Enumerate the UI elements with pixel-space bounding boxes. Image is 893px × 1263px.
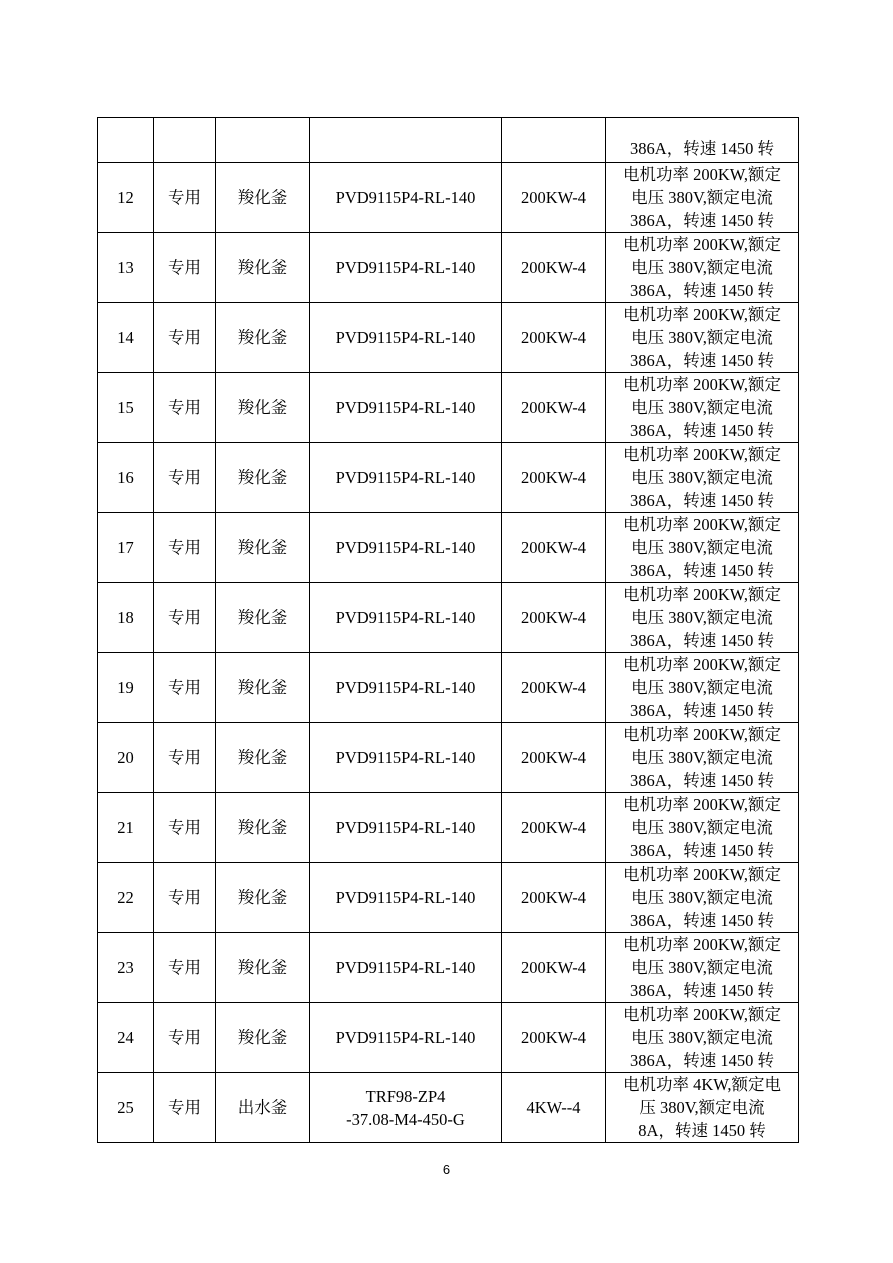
desc-line: 电压 380V,额定电流 — [631, 468, 773, 487]
cell-model — [310, 653, 502, 723]
desc-line: 386A，转速 1450 转 — [630, 561, 774, 580]
cell-name: 羧化釜 — [216, 933, 310, 1003]
desc-line: 386A，转速 1450 转 — [630, 211, 774, 230]
desc-line: 电机功率 200KW,额定 — [623, 445, 781, 464]
cell-no: 15 — [98, 373, 154, 443]
cell-type: 专用 — [154, 1003, 216, 1073]
cell-desc — [606, 443, 799, 513]
table-row — [98, 793, 799, 863]
cell-power: 200KW-4 — [502, 1003, 606, 1073]
table-row-continued — [98, 118, 799, 163]
model-line: PVD9115P4-RL-140 — [335, 958, 476, 977]
desc-line: 386A，转速 1450 转 — [630, 701, 774, 720]
desc-line: 电机功率 200KW,额定 — [623, 375, 781, 394]
cell-desc — [606, 583, 799, 653]
cell-desc — [606, 303, 799, 373]
model-line: PVD9115P4-RL-140 — [335, 258, 476, 277]
table-row — [98, 373, 799, 443]
desc-line: 电压 380V,额定电流 — [631, 818, 773, 837]
cell-name: 羧化釜 — [216, 723, 310, 793]
cell-power: 200KW-4 — [502, 163, 606, 233]
model-line: PVD9115P4-RL-140 — [335, 188, 476, 207]
cell-name: 羧化釜 — [216, 443, 310, 513]
desc-line: 电机功率 200KW,额定 — [623, 935, 781, 954]
desc-line: 电机功率 200KW,额定 — [623, 725, 781, 744]
page-number: 6 — [442, 1162, 451, 1177]
desc-line: 电压 380V,额定电流 — [631, 1028, 773, 1047]
desc-line: 电压 380V,额定电流 — [631, 678, 773, 697]
cell-desc: 386A，转速 1450 转 — [606, 118, 799, 163]
cell-power: 200KW-4 — [502, 233, 606, 303]
cell-model — [310, 933, 502, 1003]
cell-model — [310, 373, 502, 443]
table-row — [98, 163, 799, 233]
cell-no: 19 — [98, 653, 154, 723]
model-line: PVD9115P4-RL-140 — [335, 608, 476, 627]
desc-line: 8A，转速 1450 转 — [638, 1121, 766, 1140]
desc-line: 386A，转速 1450 转 — [630, 281, 774, 300]
cell-no: 14 — [98, 303, 154, 373]
model-line: PVD9115P4-RL-140 — [335, 468, 476, 487]
cell-no: 25 — [98, 1073, 154, 1143]
desc-line: 电压 380V,额定电流 — [631, 538, 773, 557]
desc-line: 电机功率 200KW,额定 — [623, 865, 781, 884]
desc-line: 电压 380V,额定电流 — [631, 188, 773, 207]
cell-power: 200KW-4 — [502, 303, 606, 373]
desc-line: 电压 380V,额定电流 — [631, 258, 773, 277]
cell-no: 23 — [98, 933, 154, 1003]
desc-line: 386A，转速 1450 转 — [630, 351, 774, 370]
desc-line: 电机功率 200KW,额定 — [623, 515, 781, 534]
cell-desc — [606, 653, 799, 723]
cell-model — [310, 1073, 502, 1143]
desc-line: 电压 380V,额定电流 — [631, 608, 773, 627]
table-row — [98, 583, 799, 653]
desc-line: 386A，转速 1450 转 — [630, 981, 774, 1000]
cell-model — [310, 163, 502, 233]
desc-line: 386A，转速 1450 转 — [630, 491, 774, 510]
cell-power: 200KW-4 — [502, 933, 606, 1003]
cell-type: 专用 — [154, 653, 216, 723]
cell-model — [310, 513, 502, 583]
desc-line: 压 380V,额定电流 — [639, 1098, 765, 1117]
cell-desc — [606, 1003, 799, 1073]
table-row — [98, 443, 799, 513]
cell-name: 羧化釜 — [216, 793, 310, 863]
cell-type: 专用 — [154, 373, 216, 443]
model-line: TRF98-ZP4 — [365, 1086, 446, 1106]
cell-type: 专用 — [154, 723, 216, 793]
desc-line: 386A，转速 1450 转 — [630, 631, 774, 650]
cell-type: 专用 — [154, 513, 216, 583]
cell-name: 羧化釜 — [216, 513, 310, 583]
desc-line: 电机功率 200KW,额定 — [623, 305, 781, 324]
cell-type: 专用 — [154, 933, 216, 1003]
cell-type: 专用 — [154, 793, 216, 863]
cell-desc — [606, 863, 799, 933]
table-row — [98, 933, 799, 1003]
model-line: PVD9115P4-RL-140 — [335, 398, 476, 417]
cell-model — [310, 233, 502, 303]
cell-type: 专用 — [154, 863, 216, 933]
model-line: PVD9115P4-RL-140 — [335, 1028, 476, 1047]
cell-power: 200KW-4 — [502, 863, 606, 933]
cell-model — [310, 118, 502, 163]
cell-type: 专用 — [154, 163, 216, 233]
desc-line: 386A，转速 1450 转 — [630, 841, 774, 860]
desc-line: 电机功率 200KW,额定 — [623, 655, 781, 674]
cell-desc — [606, 163, 799, 233]
cell-name — [216, 118, 310, 163]
table-row — [98, 1073, 799, 1143]
cell-no: 21 — [98, 793, 154, 863]
cell-desc — [606, 513, 799, 583]
cell-no: 12 — [98, 163, 154, 233]
cell-no: 17 — [98, 513, 154, 583]
model-line: -37.08-M4-450-G — [346, 1109, 465, 1129]
cell-type: 专用 — [154, 233, 216, 303]
equipment-table — [97, 117, 799, 1143]
desc-line: 386A，转速 1450 转 — [630, 421, 774, 440]
model-line: PVD9115P4-RL-140 — [335, 678, 476, 697]
desc-line: 电机功率 200KW,额定 — [623, 585, 781, 604]
model-line: PVD9115P4-RL-140 — [335, 748, 476, 767]
cell-model — [310, 793, 502, 863]
table-row — [98, 723, 799, 793]
table-body — [98, 118, 799, 1143]
cell-type: 专用 — [154, 583, 216, 653]
desc-line: 电机功率 200KW,额定 — [623, 165, 781, 184]
cell-power: 200KW-4 — [502, 513, 606, 583]
model-line: PVD9115P4-RL-140 — [335, 538, 476, 557]
cell-model — [310, 1003, 502, 1073]
cell-desc — [606, 723, 799, 793]
table-row — [98, 653, 799, 723]
cell-model — [310, 443, 502, 513]
cell-name: 羧化釜 — [216, 583, 310, 653]
cell-desc — [606, 1073, 799, 1143]
cell-power: 200KW-4 — [502, 583, 606, 653]
cell-power: 200KW-4 — [502, 723, 606, 793]
cell-desc — [606, 233, 799, 303]
desc-line: 电压 380V,额定电流 — [631, 958, 773, 977]
desc-line: 电压 380V,额定电流 — [631, 748, 773, 767]
cell-power: 200KW-4 — [502, 793, 606, 863]
desc-line: 电压 380V,额定电流 — [631, 888, 773, 907]
cell-desc — [606, 933, 799, 1003]
model-line: PVD9115P4-RL-140 — [335, 818, 476, 837]
table-row — [98, 863, 799, 933]
model-line: PVD9115P4-RL-140 — [335, 888, 476, 907]
cell-name: 羧化釜 — [216, 373, 310, 443]
desc-line: 386A，转速 1450 转 — [630, 1051, 774, 1070]
table-row — [98, 303, 799, 373]
cell-name: 羧化釜 — [216, 653, 310, 723]
desc-line: 电机功率 200KW,额定 — [623, 235, 781, 254]
table-row — [98, 233, 799, 303]
cell-model — [310, 863, 502, 933]
cell-desc — [606, 793, 799, 863]
cell-no: 18 — [98, 583, 154, 653]
cell-name: 出水釜 — [216, 1073, 310, 1143]
cell-name: 羧化釜 — [216, 163, 310, 233]
cell-name: 羧化釜 — [216, 1003, 310, 1073]
desc-line: 电压 380V,额定电流 — [631, 398, 773, 417]
cell-desc — [606, 373, 799, 443]
cell-no: 22 — [98, 863, 154, 933]
cell-type: 专用 — [154, 1073, 216, 1143]
desc-line: 电机功率 200KW,额定 — [623, 795, 781, 814]
table-row — [98, 513, 799, 583]
desc-line: 386A，转速 1450 转 — [630, 911, 774, 930]
cell-model — [310, 583, 502, 653]
cell-name: 羧化釜 — [216, 863, 310, 933]
cell-no: 13 — [98, 233, 154, 303]
desc-line: 386A，转速 1450 转 — [630, 771, 774, 790]
model-line: PVD9115P4-RL-140 — [335, 328, 476, 347]
desc-line: 电机功率 200KW,额定 — [623, 1005, 781, 1024]
cell-name: 羧化釜 — [216, 233, 310, 303]
cell-power: 200KW-4 — [502, 373, 606, 443]
desc-line: 电压 380V,额定电流 — [631, 328, 773, 347]
table-row — [98, 1003, 799, 1073]
cell-no: 24 — [98, 1003, 154, 1073]
cell-type: 专用 — [154, 303, 216, 373]
cell-power — [502, 118, 606, 163]
cell-power: 4KW--4 — [502, 1073, 606, 1143]
cell-power: 200KW-4 — [502, 653, 606, 723]
cell-type — [154, 118, 216, 163]
cell-no — [98, 118, 154, 163]
cell-no: 16 — [98, 443, 154, 513]
cell-power: 200KW-4 — [502, 443, 606, 513]
cell-type: 专用 — [154, 443, 216, 513]
desc-line: 电机功率 4KW,额定电 — [623, 1075, 781, 1094]
cell-model — [310, 303, 502, 373]
cell-no: 20 — [98, 723, 154, 793]
cell-name: 羧化釜 — [216, 303, 310, 373]
cell-model — [310, 723, 502, 793]
